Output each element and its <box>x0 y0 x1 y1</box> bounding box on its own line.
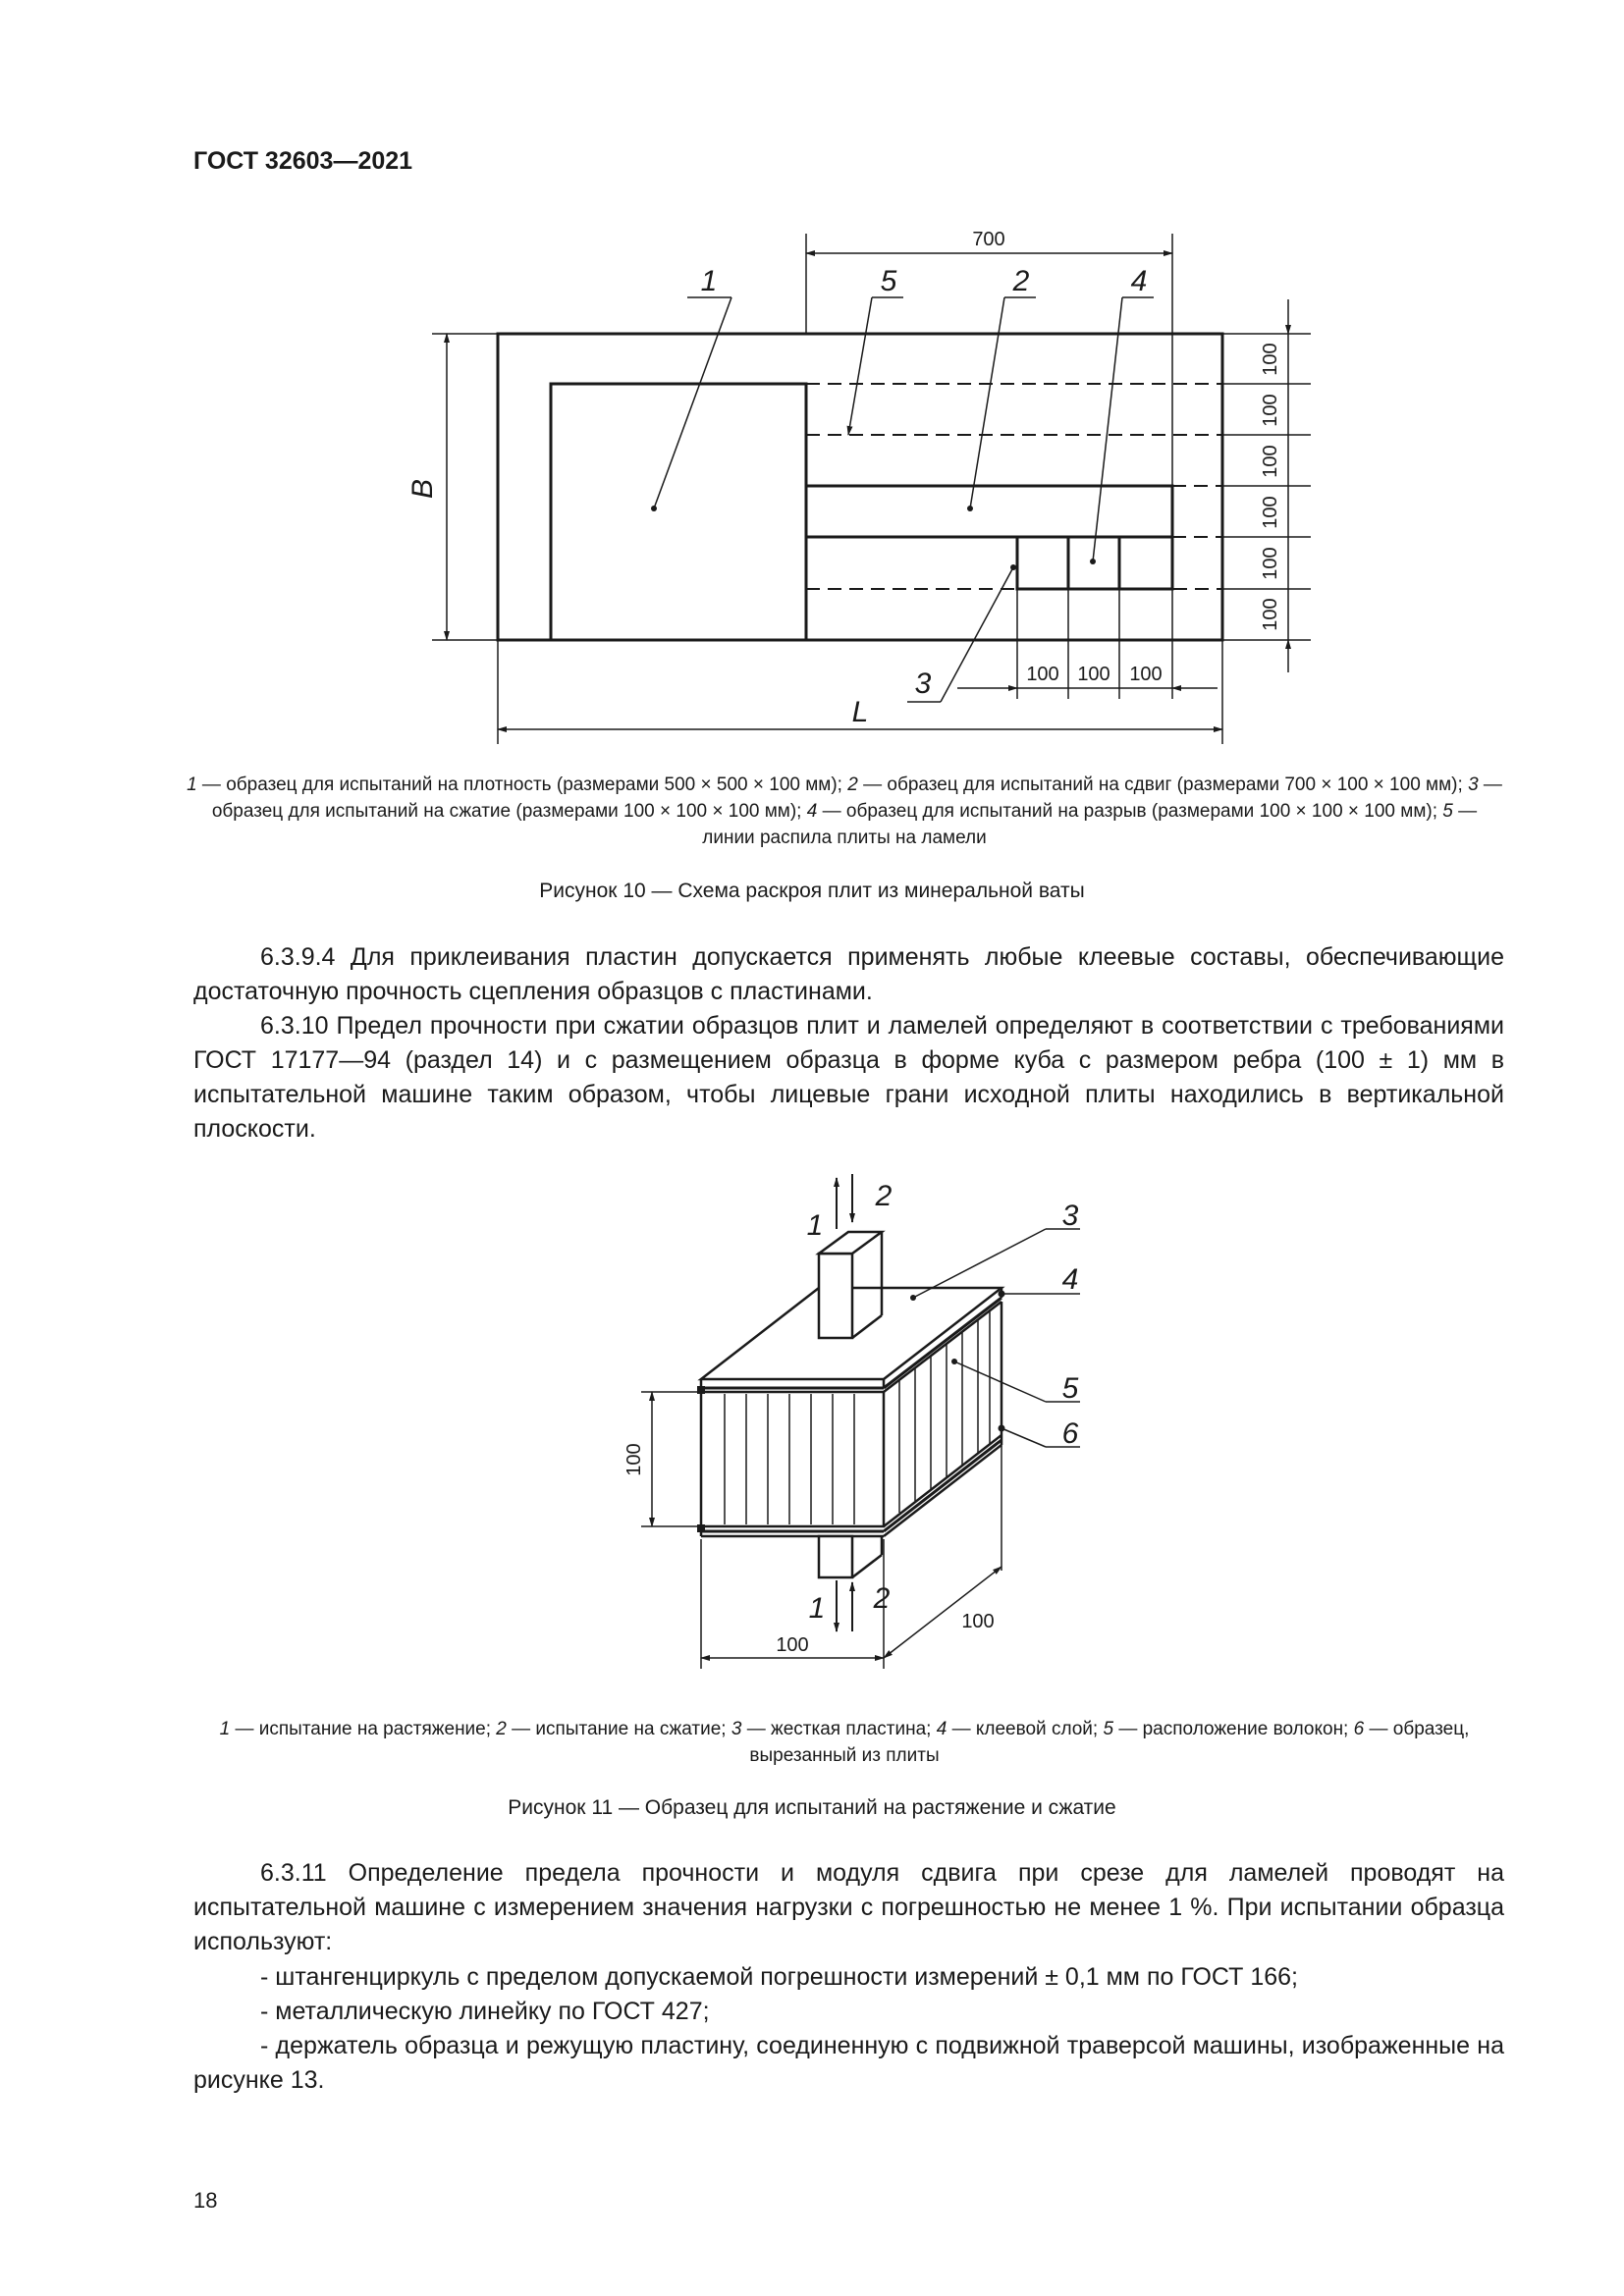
fig11-dim-height: 100 <box>623 1443 645 1476</box>
fig10-label-2: 2 <box>1012 265 1030 297</box>
fig11-dim-width: 100 <box>776 1634 809 1656</box>
dim-right-4: 100 <box>1260 496 1281 529</box>
caption11-item-3: 3 — жесткая пластина; <box>731 1719 937 1739</box>
fig11-label-1-top: 1 <box>806 1209 824 1242</box>
figure-11-diagram <box>0 1158 1624 1679</box>
caption10-item-2: 2 — образец для испытаний на сдвиг (размерами 700 × 100 × 100 мм); <box>847 774 1469 795</box>
figure-11-title: Рисунок 11 — Образец для испытаний на растяжение и сжатие <box>508 1796 1116 1819</box>
dim-bottom-2: 100 <box>1077 664 1110 685</box>
figure-10-diagram <box>0 0 1624 766</box>
figure-11-caption <box>187 1716 1502 1769</box>
fig11-label-5: 5 <box>1061 1372 1079 1405</box>
fig11-label-1-bottom: 1 <box>808 1592 826 1625</box>
fig11-label-4: 4 <box>1061 1263 1079 1296</box>
dim-right-5: 100 <box>1260 547 1281 580</box>
fig11-label-2-bottom: 2 <box>873 1582 891 1615</box>
caption10-item-5: 5 — линии распила плиты на ламели <box>702 801 1478 848</box>
caption10-item-4: 4 — образец для испытаний на разрыв (размерами 100 × 100 × 100 мм); <box>806 801 1443 822</box>
fig10-label-3: 3 <box>914 667 932 700</box>
figure-10-title: Рисунок 10 — Схема раскроя плит из минеральной ваты <box>539 880 1085 902</box>
caption11-item-6: 6 — образец, вырезанный из плиты <box>749 1719 1470 1766</box>
dim-bottom-3: 100 <box>1129 664 1163 685</box>
fig10-label-4: 4 <box>1130 265 1148 297</box>
list-item: - штангенциркуль с пределом допускаемой погрешности измерений ± 0,1 мм по ГОСТ 166; <box>260 1963 1299 1991</box>
fig11-label-3: 3 <box>1061 1200 1079 1232</box>
fig11-label-6: 6 <box>1061 1417 1079 1450</box>
page-number: 18 <box>193 2188 218 2213</box>
dim-bottom-1: 100 <box>1026 664 1059 685</box>
caption11-item-5: 5 — расположение волокон; <box>1103 1719 1354 1739</box>
list-item: - держатель образца и режущую пластину, соединенную с подвижной траверсой машины, изображенные на рисунке 13. <box>193 2032 1504 2094</box>
dim-right-6: 100 <box>1260 598 1281 631</box>
caption10-item-1: 1 — образец для испытаний на плотность (размерами 500 × 500 × 100 мм); <box>187 774 848 795</box>
dim-right-2: 100 <box>1260 394 1281 427</box>
caption10-item-3: 3 — образец для испытаний на сжатие (размерами 100 × 100 × 100 мм); <box>211 774 1502 822</box>
fig11-label-2-top: 2 <box>875 1180 893 1212</box>
dim-L: L <box>851 696 869 728</box>
fig10-label-5: 5 <box>880 265 897 297</box>
caption11-item-4: 4 — клеевой слой; <box>936 1719 1104 1739</box>
dim-B: B <box>406 478 439 500</box>
fig11-dim-depth: 100 <box>961 1611 995 1632</box>
paragraph-6-3-10: 6.3.10 Предел прочности при сжатии образцов плит и ламелей определяют в соответствии с требованиями ГОСТ 17177—94 (раздел 14) и с размещением образца в форме куба с размером ребра (100 ± 1) мм в испытательной машине таким образом, чтобы лицевые грани исходной плиты находились в вертикальной плоскости. <box>193 1012 1504 1143</box>
paragraph-6-3-11: 6.3.11 Определение предела прочности и модуля сдвига при срезе для ламелей проводят на испытательной машине с измерением значения нагрузки с погрешностью не менее 1 %. При испытании образца используют: <box>193 1859 1504 1955</box>
dim-right-1: 100 <box>1260 343 1281 376</box>
caption11-item-2: 2 — испытание на сжатие; <box>496 1719 731 1739</box>
caption11-item-1: 1 — испытание на растяжение; <box>219 1719 497 1739</box>
document-header: ГОСТ 32603—2021 <box>193 147 413 175</box>
paragraph-6-3-9-4: 6.3.9.4 Для приклеивания пластин допускается применять любые клеевые составы, обеспечивающие достаточную прочность сцепления образцов с пластинами. <box>193 943 1504 1005</box>
figure-10-caption <box>187 772 1502 851</box>
dim-700: 700 <box>972 229 1005 250</box>
list-item: - металлическую линейку по ГОСТ 427; <box>260 1998 710 2025</box>
dim-right-3: 100 <box>1260 445 1281 478</box>
fig10-label-1: 1 <box>700 265 718 297</box>
